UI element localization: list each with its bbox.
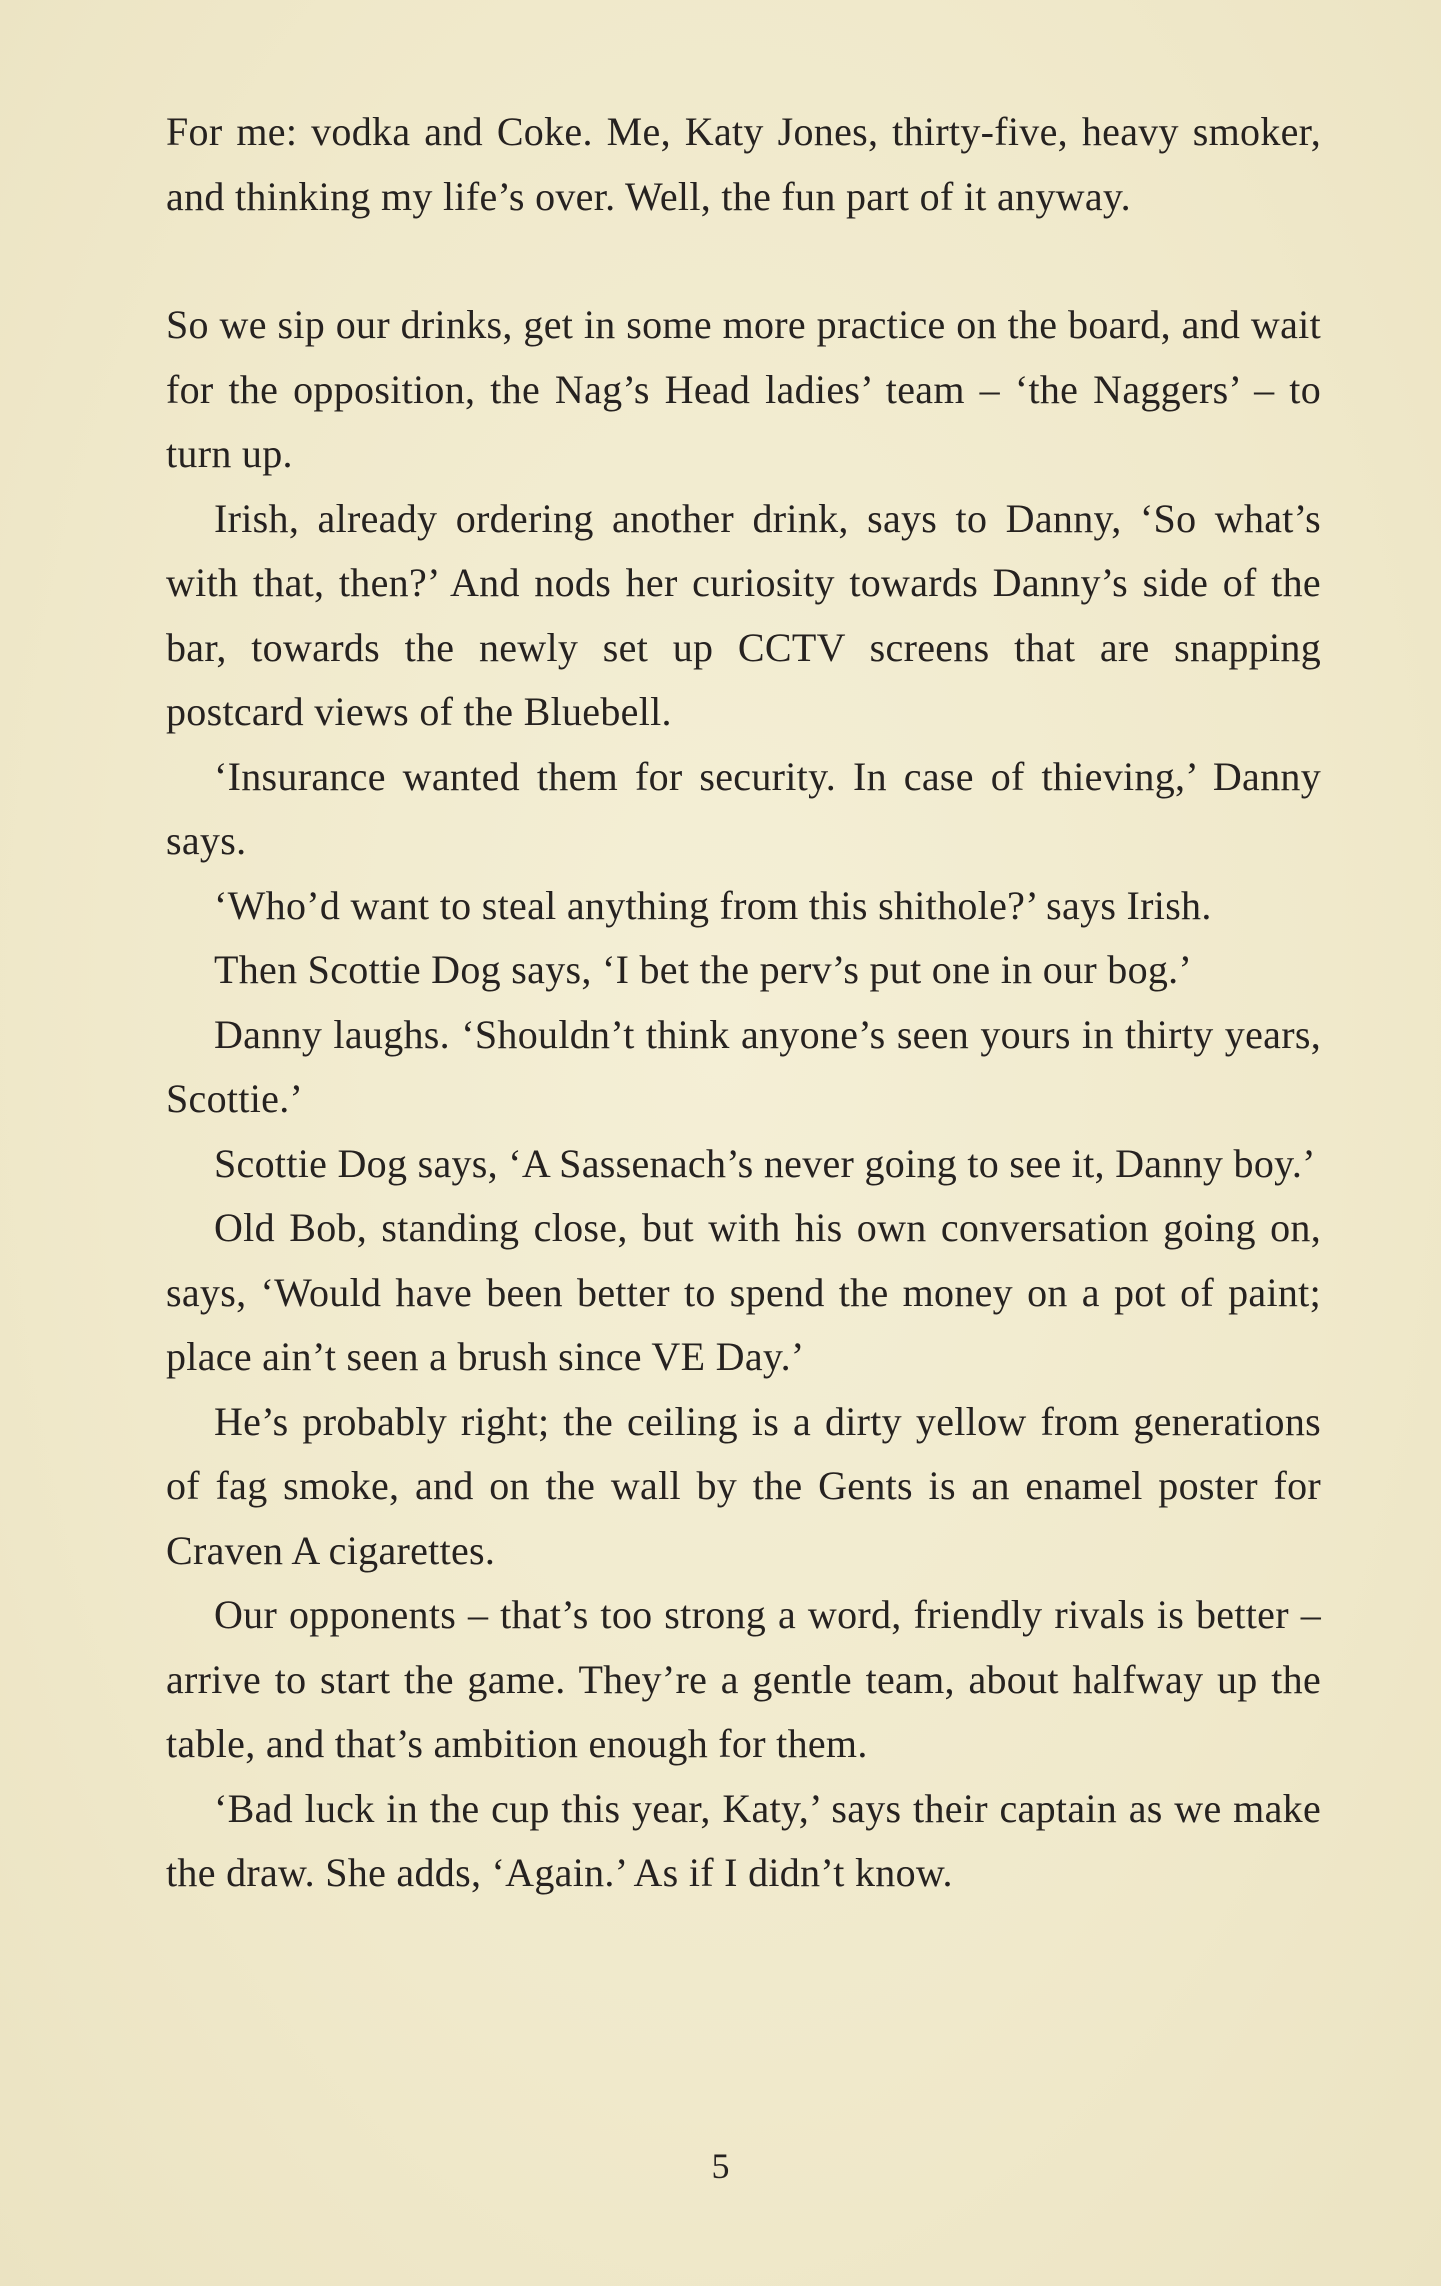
- paragraph: So we sip our drinks, get in some more practice on the board, and wait for the opposition, the Nag’s Head ladies’ team – ‘the Naggers’ – to turn up.: [166, 302, 1321, 476]
- paragraph: Our opponents – that’s too strong a word, friendly rivals is better – arrive to start the game. They’re a gentle team, about halfway up the table, and that’s ambition enough for them.: [166, 1592, 1321, 1766]
- paragraph: Old Bob, standing close, but with his own conversation going on, says, ‘Would have been better to spend the money on a pot of paint; place ain’t seen a brush since VE Day.’: [166, 1205, 1321, 1379]
- paragraph: Scottie Dog says, ‘A Sassenach’s never going to see it, Danny boy.’: [214, 1140, 1316, 1186]
- body-text: [166, 100, 1321, 1906]
- paragraph: ‘Insurance wanted them for security. In case of thieving,’ Danny says.: [166, 753, 1321, 863]
- page-number: 5: [711, 2146, 730, 2186]
- paragraph: ‘Who’d want to steal anything from this shithole?’ says Irish.: [214, 882, 1212, 928]
- paragraph: Irish, already ordering another drink, says to Danny, ‘So what’s with that, then?’ And nods her curiosity towards Danny’s side of the bar, towards the newly set up CCTV screens that are snapping postcard views of the Bluebell.: [166, 495, 1321, 734]
- paragraph: Then Scottie Dog says, ‘I bet the perv’s put one in our bog.’: [214, 947, 1193, 992]
- paragraph: ‘Bad luck in the cup this year, Katy,’ says their captain as we make the draw. She adds, ‘Again.’ As if I didn’t know.: [166, 1785, 1321, 1895]
- paragraph: For me: vodka and Coke. Me, Katy Jones, thirty-five, heavy smoker, and thinking my life’s over. Well, the fun part of it anyway.: [166, 109, 1321, 219]
- paragraph: He’s probably right; the ceiling is a dirty yellow from generations of fag smoke, and on the wall by the Gents is an enamel poster for Craven A cigarettes.: [166, 1398, 1321, 1573]
- paragraph: Danny laughs. ‘Shouldn’t think anyone’s seen yours in thirty years, Scottie.’: [166, 1011, 1321, 1121]
